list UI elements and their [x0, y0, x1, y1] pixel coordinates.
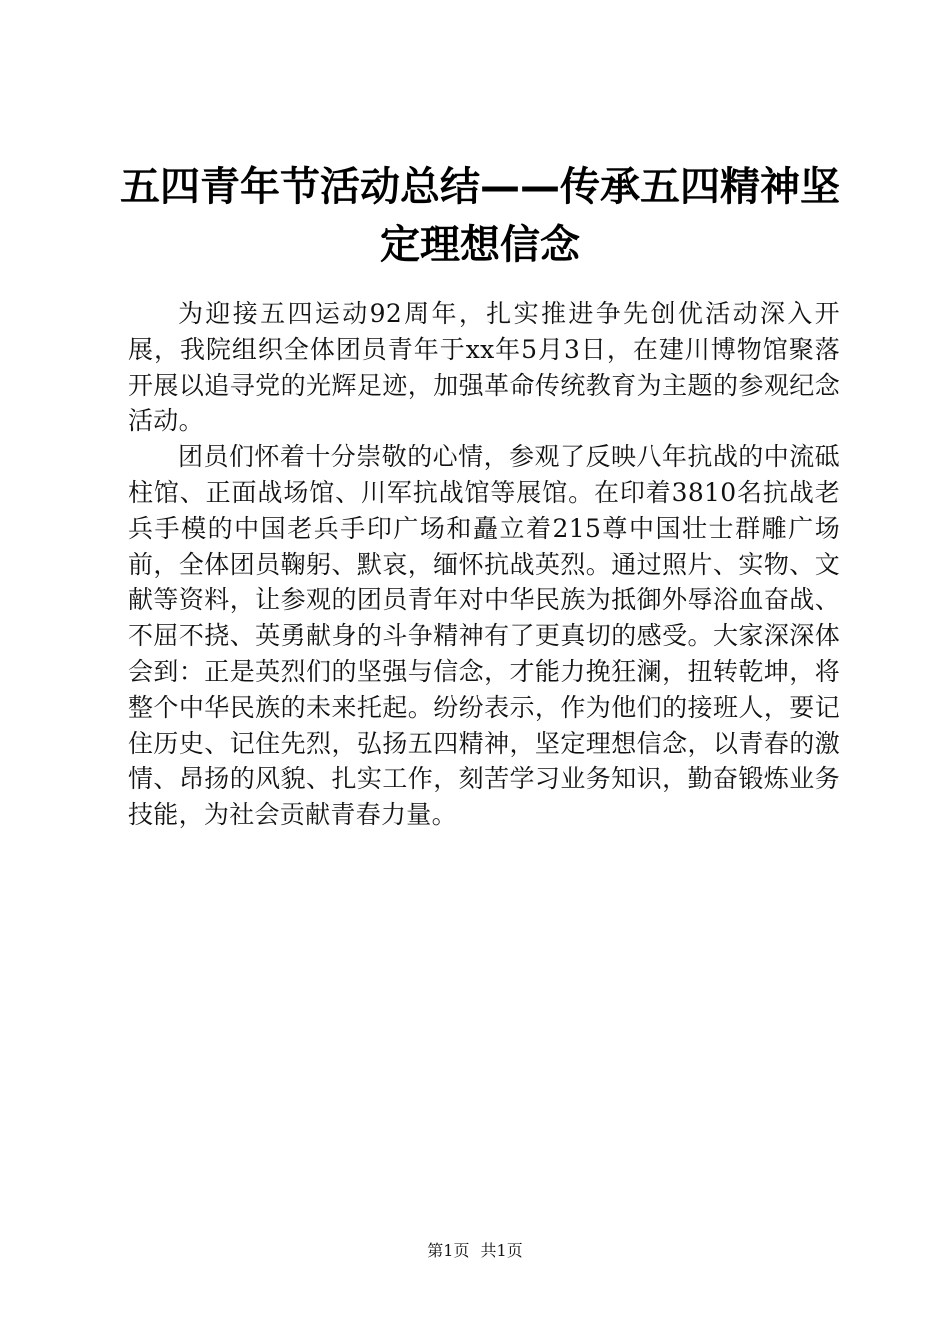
document-body: [128, 296, 840, 833]
page-number-current: 第1页: [427, 1241, 470, 1260]
page-number-total: 共1页: [480, 1241, 523, 1260]
document-title: 五四青年节活动总结——传承五四精神坚定理想信念: [120, 164, 840, 268]
paragraph-2: 团员们怀着十分崇敬的心情，参观了反映八年抗战的中流砥柱馆、正面战场馆、川军抗战馆等展馆。在印着3810名抗战老兵手模的中国老兵手印广场和矗立着215尊中国壮士群雕广场前，全体团员鞠躬、默哀，缅怀抗战英烈。通过照片、实物、文献等资料，让参观的团员青年对中华民族为抵御外辱浴血奋战、不屈不挠、英勇献身的斗争精神有了更真切的感受。大家深深体会到：正是英烈们的坚强与信念，才能力挽狂澜，扭转乾坤，将整个中华民族的未来托起。纷纷表示，作为他们的接班人，要记住历史、记住先烈，弘扬五四精神，坚定理想信念，以青春的激情、昂扬的风貌、扎实工作，刻苦学习业务知识，勤奋锻炼业务技能，为社会贡献青春力量。: [128, 442, 840, 830]
page-footer: [0, 1241, 950, 1261]
paragraph-1: 为迎接五四运动92周年，扎实推进争先创优活动深入开展，我院组织全体团员青年于xx年5月3日，在建川博物馆聚落开展以追寻党的光辉足迹，加强革命传统教育为主题的参观纪念活动。: [128, 299, 840, 436]
